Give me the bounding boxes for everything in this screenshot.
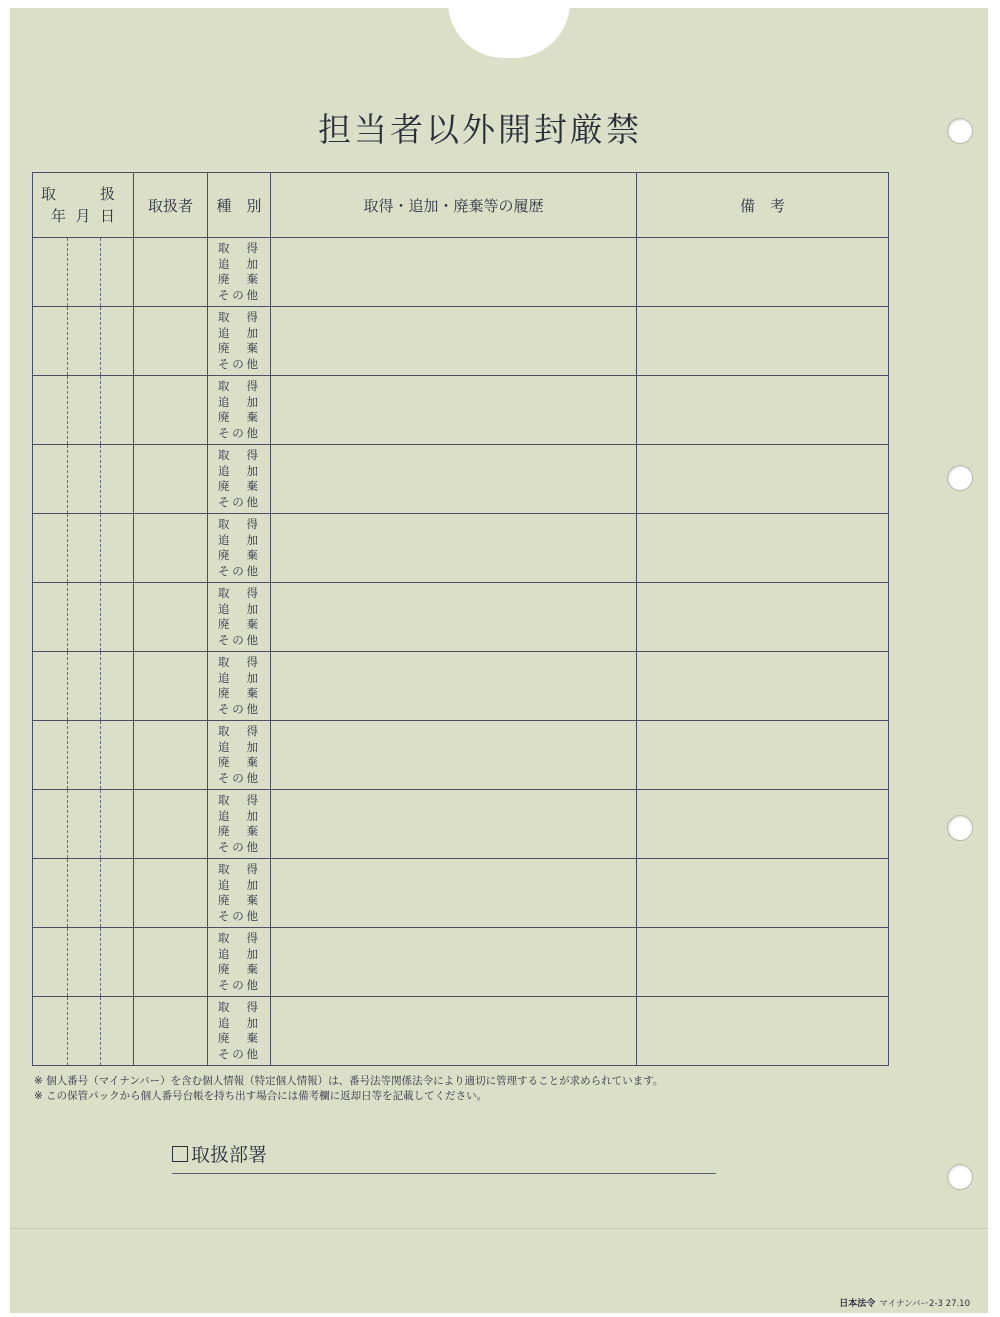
remarks-cell[interactable] xyxy=(637,583,889,652)
date-cell[interactable] xyxy=(33,997,134,1066)
date-cell[interactable] xyxy=(33,790,134,859)
date-cell[interactable] xyxy=(33,652,134,721)
kind-option: 取 得 xyxy=(218,931,258,945)
date-divider xyxy=(100,376,101,444)
date-divider xyxy=(100,997,101,1065)
kind-option: そ の 他 xyxy=(218,839,258,854)
header-kind: 種 別 xyxy=(208,173,271,238)
footnotes xyxy=(34,1074,663,1104)
date-cell[interactable] xyxy=(33,376,134,445)
kind-option: 追 加 xyxy=(218,532,258,547)
history-cell[interactable] xyxy=(271,859,637,928)
table-row xyxy=(33,790,889,859)
history-cell[interactable] xyxy=(271,997,637,1066)
history-cell[interactable] xyxy=(271,238,637,307)
kind-option: 取 得 xyxy=(218,379,258,393)
kind-option: 廃 棄 xyxy=(218,686,258,700)
remarks-cell[interactable] xyxy=(637,997,889,1066)
kind-cell[interactable] xyxy=(208,721,271,790)
remarks-cell[interactable] xyxy=(637,376,889,445)
binder-hole-2 xyxy=(947,465,973,491)
date-divider xyxy=(67,928,68,996)
kind-option: 取 得 xyxy=(218,655,258,669)
kind-option: 廃 棄 xyxy=(218,893,258,907)
date-cell[interactable] xyxy=(33,928,134,997)
history-cell[interactable] xyxy=(271,583,637,652)
department-write-line[interactable] xyxy=(172,1173,716,1174)
kind-cell[interactable] xyxy=(208,997,271,1066)
date-cell[interactable] xyxy=(33,307,134,376)
date-cell[interactable] xyxy=(33,721,134,790)
date-cell[interactable] xyxy=(33,238,134,307)
table-row xyxy=(33,721,889,790)
date-cell[interactable] xyxy=(33,445,134,514)
kind-cell[interactable] xyxy=(208,652,271,721)
publisher-brand: 日本法令 xyxy=(839,1299,876,1309)
handler-cell[interactable] xyxy=(134,859,208,928)
kind-option: 追 加 xyxy=(218,463,258,478)
kind-option: 廃 棄 xyxy=(218,410,258,424)
date-divider xyxy=(67,790,68,858)
kind-option: そ の 他 xyxy=(218,356,258,371)
kind-option: 取 得 xyxy=(218,448,258,462)
kind-option: そ の 他 xyxy=(218,425,258,440)
binder-hole-4 xyxy=(947,1164,973,1190)
kind-option: 追 加 xyxy=(218,739,258,754)
header-handled-date: 取 扱 年 月 日 xyxy=(33,173,134,238)
kind-option: 追 加 xyxy=(218,946,258,961)
kind-cell[interactable] xyxy=(208,307,271,376)
binder-hole-3 xyxy=(947,815,973,841)
document-title: 担当者以外開封厳禁 xyxy=(318,110,642,149)
history-cell[interactable] xyxy=(271,928,637,997)
header-history: 取得・追加・廃棄等の履歴 xyxy=(271,173,637,238)
kind-cell[interactable] xyxy=(208,583,271,652)
remarks-cell[interactable] xyxy=(637,721,889,790)
date-divider xyxy=(67,652,68,720)
kind-option: 取 得 xyxy=(218,586,258,600)
kind-cell[interactable] xyxy=(208,859,271,928)
date-divider xyxy=(100,928,101,996)
history-cell[interactable] xyxy=(271,652,637,721)
department-field xyxy=(172,1140,267,1167)
history-table xyxy=(32,172,889,1066)
kind-option: 取 得 xyxy=(218,1000,258,1014)
date-divider xyxy=(100,652,101,720)
kind-option: そ の 他 xyxy=(218,701,258,716)
footnote-1: ※ 個人番号（マイナンバー）を含む個人情報（特定個人情報）は、番号法等関係法令により適切に管理することが求められています。 xyxy=(34,1075,664,1087)
history-cell[interactable] xyxy=(271,721,637,790)
date-cell[interactable] xyxy=(33,859,134,928)
kind-option: 追 加 xyxy=(218,325,258,340)
date-divider xyxy=(67,997,68,1065)
publisher-imprint xyxy=(839,1296,970,1309)
date-divider xyxy=(67,238,68,306)
kind-cell[interactable] xyxy=(208,445,271,514)
date-divider xyxy=(67,445,68,513)
handler-cell[interactable] xyxy=(134,721,208,790)
kind-option: 追 加 xyxy=(218,1015,258,1030)
envelope-flap-fold xyxy=(10,1228,988,1229)
table-row xyxy=(33,583,889,652)
handler-cell[interactable] xyxy=(134,790,208,859)
date-cell[interactable] xyxy=(33,583,134,652)
history-cell[interactable] xyxy=(271,376,637,445)
thumb-notch xyxy=(448,2,570,58)
kind-option: 廃 棄 xyxy=(218,272,258,286)
kind-cell[interactable] xyxy=(208,928,271,997)
date-divider xyxy=(67,307,68,375)
kind-option: そ の 他 xyxy=(218,632,258,647)
footnote-2: ※ この保管パックから個人番号台帳を持ち出す場合には備考欄に返却日等を記載してください。 xyxy=(34,1090,488,1102)
date-divider xyxy=(100,307,101,375)
table-row xyxy=(33,238,889,307)
form-date: 27.10 xyxy=(945,1299,970,1309)
kind-option: そ の 他 xyxy=(218,494,258,509)
remarks-cell[interactable] xyxy=(637,652,889,721)
date-divider xyxy=(67,514,68,582)
kind-option: 取 得 xyxy=(218,517,258,531)
table-row xyxy=(33,307,889,376)
kind-option: 追 加 xyxy=(218,877,258,892)
kind-option: 追 加 xyxy=(218,808,258,823)
kind-option: 追 加 xyxy=(218,394,258,409)
department-label: 取扱部署 xyxy=(191,1144,268,1166)
kind-option: 廃 棄 xyxy=(218,1031,258,1045)
kind-option: 追 加 xyxy=(218,601,258,616)
table-row xyxy=(33,514,889,583)
history-cell[interactable] xyxy=(271,445,637,514)
kind-option: 廃 棄 xyxy=(218,824,258,838)
kind-option: 追 加 xyxy=(218,670,258,685)
kind-option: 廃 棄 xyxy=(218,755,258,769)
handler-cell[interactable] xyxy=(134,445,208,514)
date-divider xyxy=(100,790,101,858)
kind-option: 廃 棄 xyxy=(218,548,258,562)
table-row xyxy=(33,997,889,1066)
date-cell[interactable] xyxy=(33,514,134,583)
remarks-cell[interactable] xyxy=(637,514,889,583)
remarks-cell[interactable] xyxy=(637,928,889,997)
kind-option: 追 加 xyxy=(218,256,258,271)
remarks-cell[interactable] xyxy=(637,238,889,307)
handler-cell[interactable] xyxy=(134,583,208,652)
table-row xyxy=(33,445,889,514)
form-code: マイナンバー2-3 xyxy=(879,1299,943,1309)
table-row xyxy=(33,376,889,445)
kind-option: 取 得 xyxy=(218,724,258,738)
table-row xyxy=(33,928,889,997)
table-header-row xyxy=(33,173,889,238)
date-divider xyxy=(67,376,68,444)
date-divider xyxy=(100,721,101,789)
handler-cell[interactable] xyxy=(134,307,208,376)
kind-option: 取 得 xyxy=(218,241,258,255)
date-divider xyxy=(100,583,101,651)
kind-cell[interactable] xyxy=(208,376,271,445)
date-divider xyxy=(100,514,101,582)
kind-option: そ の 他 xyxy=(218,908,258,923)
kind-option: そ の 他 xyxy=(218,977,258,992)
handler-cell[interactable] xyxy=(134,997,208,1066)
date-divider xyxy=(67,721,68,789)
date-divider xyxy=(67,859,68,927)
table-row xyxy=(33,652,889,721)
header-handler: 取扱者 xyxy=(134,173,208,238)
handler-cell[interactable] xyxy=(134,514,208,583)
handler-cell[interactable] xyxy=(134,928,208,997)
handler-cell[interactable] xyxy=(134,376,208,445)
kind-option: 廃 棄 xyxy=(218,962,258,976)
history-cell[interactable] xyxy=(271,514,637,583)
remarks-cell[interactable] xyxy=(637,790,889,859)
date-divider xyxy=(100,445,101,513)
history-cell[interactable] xyxy=(271,307,637,376)
checkbox-square[interactable] xyxy=(172,1146,188,1162)
date-divider xyxy=(67,583,68,651)
kind-option: 取 得 xyxy=(218,793,258,807)
date-divider xyxy=(100,859,101,927)
kind-cell[interactable] xyxy=(208,514,271,583)
kind-option: そ の 他 xyxy=(218,563,258,578)
date-divider xyxy=(100,238,101,306)
kind-option: そ の 他 xyxy=(218,287,258,302)
handler-cell[interactable] xyxy=(134,652,208,721)
kind-cell[interactable] xyxy=(208,790,271,859)
kind-option: 取 得 xyxy=(218,862,258,876)
kind-option: 廃 棄 xyxy=(218,479,258,493)
remarks-cell[interactable] xyxy=(637,445,889,514)
kind-option: 取 得 xyxy=(218,310,258,324)
handler-cell[interactable] xyxy=(134,238,208,307)
header-remarks: 備 考 xyxy=(637,173,889,238)
table-row xyxy=(33,859,889,928)
kind-option: そ の 他 xyxy=(218,770,258,785)
kind-option: 廃 棄 xyxy=(218,617,258,631)
history-cell[interactable] xyxy=(271,790,637,859)
remarks-cell[interactable] xyxy=(637,307,889,376)
remarks-cell[interactable] xyxy=(637,859,889,928)
kind-cell[interactable] xyxy=(208,238,271,307)
kind-option: そ の 他 xyxy=(218,1046,258,1061)
kind-option: 廃 棄 xyxy=(218,341,258,355)
